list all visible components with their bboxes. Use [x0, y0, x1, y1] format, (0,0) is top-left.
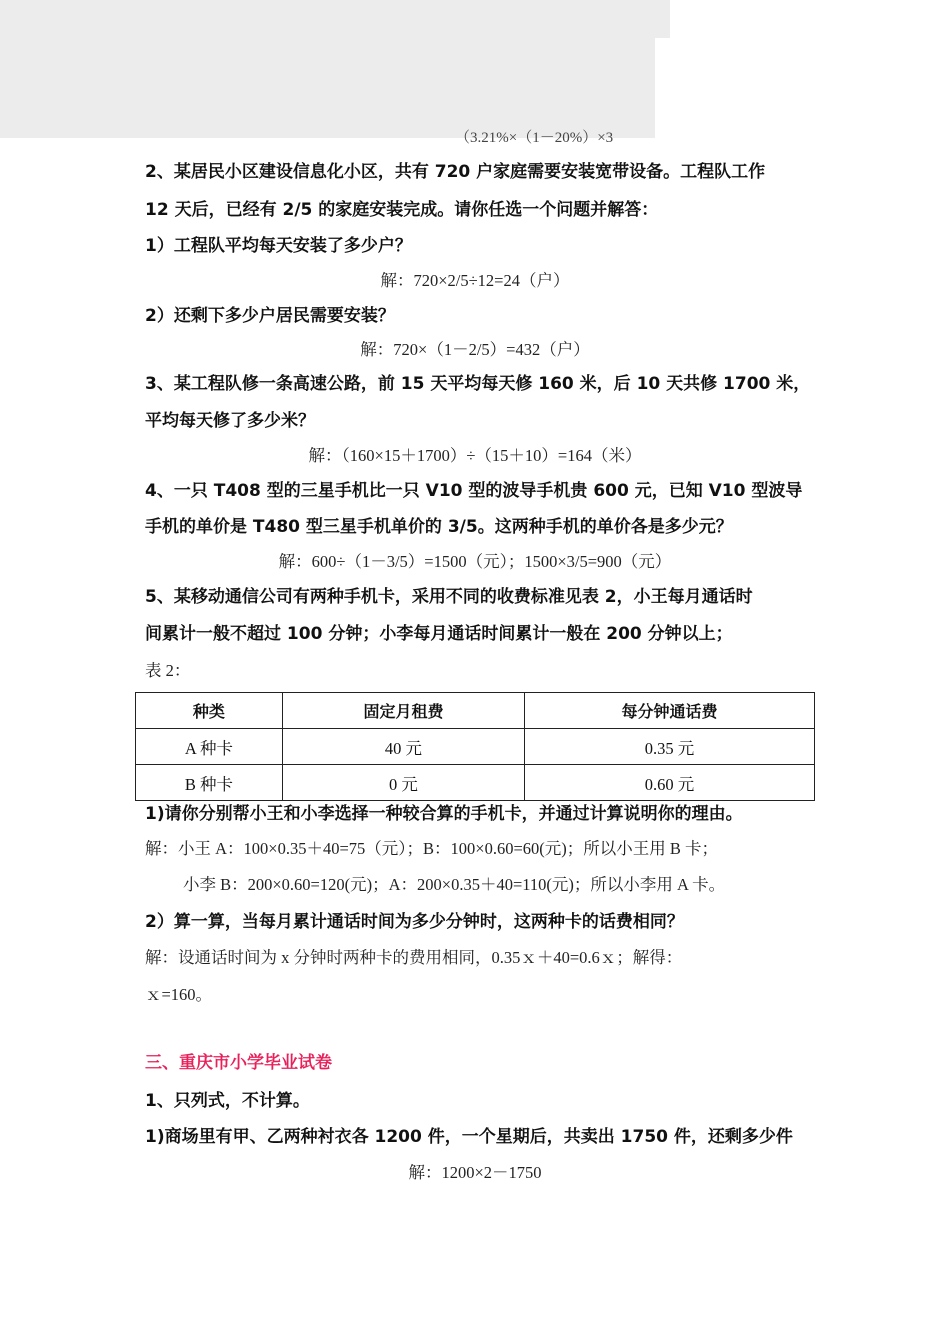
table-row	[136, 765, 815, 801]
table-caption: 表 2：	[145, 661, 191, 680]
section-3-title: 三、重庆市小学毕业试卷	[145, 1053, 332, 1073]
problem-5-answer-2-line-1: 解：设通话时间为 x 分钟时两种卡的费用相同，0.35ｘ＋40=0.6ｘ；解得：	[145, 948, 683, 967]
problem-2-question-1: 1）工程队平均每天安装了多少户？	[145, 236, 412, 256]
problem-3-line-1: 3、某工程队修一条高速公路，前 15 天平均每天修 160 米，后 10 天共修 1700 米，	[145, 374, 811, 394]
section-3-question-1: 1)商场里有甲、乙两种衬衣各 1200 件，一个星期后，共卖出 1750 件，还剩多少件	[145, 1127, 793, 1147]
problem-2-line-1: 2、某居民小区建设信息化小区，共有 720 户家庭需要安装宽带设备。工程队工作	[145, 162, 766, 182]
problem-5-line-2: 间累计一般不超过 100 分钟；小李每月通话时间累计一般在 200 分钟以上；	[145, 624, 733, 644]
cut-off-formula-fragment: （3.21%×（1－20%）×3	[455, 130, 614, 146]
fee-table-header: 固定月租费	[282, 693, 524, 729]
problem-5-answer-2-line-2: ｘ=160。	[145, 985, 213, 1004]
table-cell: B 种卡	[136, 765, 283, 801]
table-cell: 0.35 元	[525, 729, 815, 765]
problem-5-question-1: 1)请你分别帮小王和小李选择一种较合算的手机卡，并通过计算说明你的理由。	[145, 804, 743, 824]
problem-2-line-2: 12 天后，已经有 2/5 的家庭安装完成。请你任选一个问题并解答：	[145, 200, 659, 220]
problem-5-line-1: 5、某移动通信公司有两种手机卡，采用不同的收费标准见表 2，小王每月通话时	[145, 587, 753, 607]
section-3-answer-1: 解：1200×2－1750	[408, 1163, 542, 1182]
problem-5-answer-1-line-1: 解：小王 A：100×0.35＋40=75（元）；B：100×0.60=60(元)；所以小王用 B 卡；	[145, 839, 719, 858]
table-cell: 0 元	[282, 765, 524, 801]
problem-5-answer-1-line-2: 小李 B：200×0.60=120(元)；A：200×0.35＋40=110(元)；所以小李用 A 卡。	[183, 875, 726, 894]
problem-2-answer-2: 解：720×（1－2/5）=432（户）	[360, 340, 590, 359]
problem-4-line-2: 手机的单价是 T480 型三星手机单价的 3/5。这两种手机的单价各是多少元？	[145, 517, 733, 537]
redaction-block-main	[0, 38, 655, 138]
problem-2-answer-1: 解：720×2/5÷12=24（户）	[380, 271, 570, 290]
problem-4-answer: 解：600÷（1－3/5）=1500（元）；1500×3/5=900（元）	[278, 552, 672, 571]
section-3-intro: 1、只列式，不计算。	[145, 1091, 310, 1111]
problem-4-line-1: 4、一只 T408 型的三星手机比一只 V10 型的波导手机贵 600 元，已知 V10 型波导	[145, 481, 803, 501]
problem-5-question-2: 2）算一算，当每月累计通话时间为多少分钟时，这两种卡的话费相同？	[145, 912, 684, 932]
table-cell: 40 元	[282, 729, 524, 765]
redaction-block-top	[0, 0, 670, 38]
table-cell: 0.60 元	[525, 765, 815, 801]
table-row	[136, 729, 815, 765]
fee-table-header: 每分钟通话费	[525, 693, 815, 729]
problem-2-question-2: 2）还剩下多少户居民需要安装？	[145, 306, 395, 326]
table-cell: A 种卡	[136, 729, 283, 765]
problem-3-line-2: 平均每天修了多少米？	[145, 411, 315, 431]
fee-table	[135, 692, 815, 801]
problem-3-answer: 解：（160×15＋1700）÷（15＋10）=164（米）	[308, 446, 642, 465]
fee-table-header-row	[136, 693, 815, 729]
fee-table-header: 种类	[136, 693, 283, 729]
